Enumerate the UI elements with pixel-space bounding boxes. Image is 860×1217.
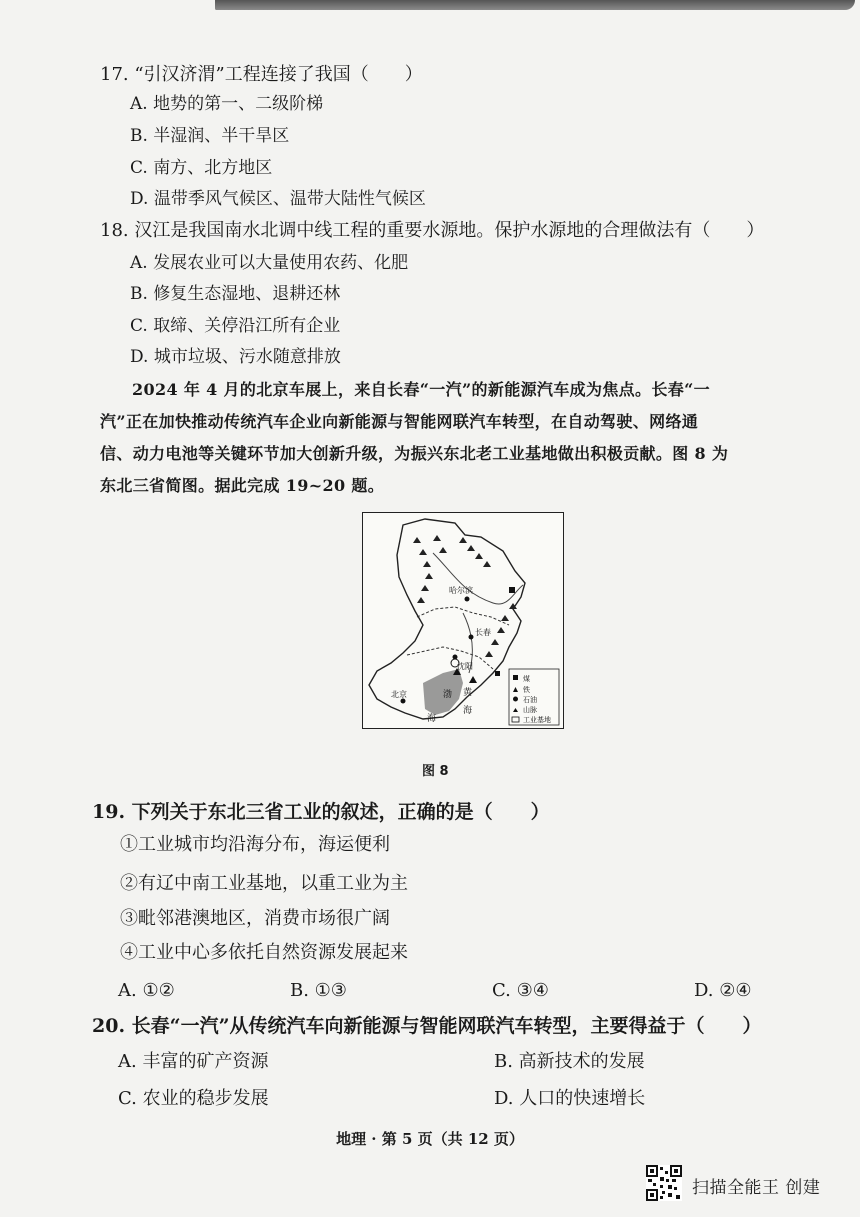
city-dot <box>401 699 406 704</box>
q19-stem: 19. 下列关于东北三省工业的叙述，正确的是（ ） <box>92 801 550 823</box>
city-label: 沈阳 <box>457 662 473 671</box>
legend-label: 铁 <box>523 686 530 694</box>
q19-item-2: ②有辽中南工业基地，以重工业为主 <box>120 873 408 894</box>
q20-option-d: D. 人口的快速增长 <box>494 1088 646 1109</box>
qr-code-icon <box>646 1165 682 1201</box>
q20-stem: 20. 长春“一汽”从传统汽车向新能源与智能网联汽车转型，主要得益于（ ） <box>92 1015 762 1037</box>
iron-symbol <box>469 676 477 683</box>
q19-item-4: ④工业中心多依托自然资源发展起来 <box>120 942 408 963</box>
legend-label: 工业基地 <box>523 716 551 724</box>
q20-option-a: A. 丰富的矿产资源 <box>118 1051 269 1072</box>
q19-choice-b: B. ①③ <box>290 980 347 1001</box>
page-footer: 地理 · 第 5 页（共 12 页） <box>336 1130 524 1148</box>
sea-label: 渤 <box>443 690 453 700</box>
coal-symbol <box>509 587 515 593</box>
sea-label: 黄 <box>463 688 473 698</box>
q18-option-c: C. 取缔、关停沿江所有企业 <box>130 316 341 336</box>
passage-line: 2024 年 4 月的北京车展上，来自长春“一汽”的新能源汽车成为焦点。长春“一 <box>132 380 710 399</box>
figure-caption: 图 8 <box>422 764 449 779</box>
passage-line: 汽”正在加快推动传统汽车企业向新能源与智能网联汽车转型，在自动驾驶、网络通 <box>100 412 699 431</box>
q18-stem: 18. 汉江是我国南水北调中线工程的重要水源地。保护水源地的合理做法有（ ） <box>100 220 765 241</box>
q18-option-b: B. 修复生态湿地、退耕还林 <box>130 284 341 304</box>
q17-stem: 17. “引汉济渭”工程连接了我国（ ） <box>100 64 423 85</box>
coal-symbol <box>495 671 500 676</box>
scan-shadow <box>215 0 855 10</box>
mountain-range <box>413 535 517 657</box>
q19-choice-d: D. ②④ <box>694 980 752 1001</box>
passage-line: 信、动力电池等关键环节加大创新升级，为振兴东北老工业基地做出积极贡献。图 8 为 <box>100 444 729 463</box>
q19-choice-c: C. ③④ <box>492 980 549 1001</box>
q19-item-1: ①工业城市均沿海分布，海运便利 <box>120 834 390 855</box>
q17-option-c: C. 南方、北方地区 <box>130 158 273 178</box>
city-dot <box>469 635 474 640</box>
q18-option-a: A. 发展农业可以大量使用农药、化肥 <box>130 253 409 273</box>
sea-label: 海 <box>463 706 473 716</box>
q19-item-3: ③毗邻港澳地区，消费市场很广阔 <box>120 908 390 929</box>
q20-option-c: C. 农业的稳步发展 <box>118 1088 269 1109</box>
northeast-map <box>362 512 564 729</box>
map-legend <box>509 669 559 725</box>
q20-option-b: B. 高新技术的发展 <box>494 1051 645 1072</box>
province-boundary <box>417 607 509 625</box>
q17-option-b: B. 半湿润、半干旱区 <box>130 126 290 146</box>
city-label: 哈尔滨 <box>449 586 473 595</box>
q19-choice-a: A. ①② <box>118 980 175 1001</box>
legend-label: 山脉 <box>523 706 537 714</box>
legend-label: 煤 <box>523 675 530 683</box>
city-dot <box>465 597 470 602</box>
province-boundary <box>407 647 493 669</box>
passage <box>100 374 805 502</box>
city-dot <box>453 655 458 660</box>
scanner-watermark: 扫描全能王 创建 <box>692 1178 821 1198</box>
city-label: 北京 <box>391 690 407 699</box>
city-label: 长春 <box>475 628 491 637</box>
q17-option-d: D. 温带季风气候区、温带大陆性气候区 <box>130 189 426 209</box>
passage-line: 东北三省简图。据此完成 19~20 题。 <box>100 476 385 495</box>
q18-option-d: D. 城市垃圾、污水随意排放 <box>130 347 341 367</box>
sea-label: 海 <box>427 714 437 724</box>
q17-option-a: A. 地势的第一、二级阶梯 <box>130 94 324 114</box>
legend-label: 石油 <box>523 696 537 704</box>
